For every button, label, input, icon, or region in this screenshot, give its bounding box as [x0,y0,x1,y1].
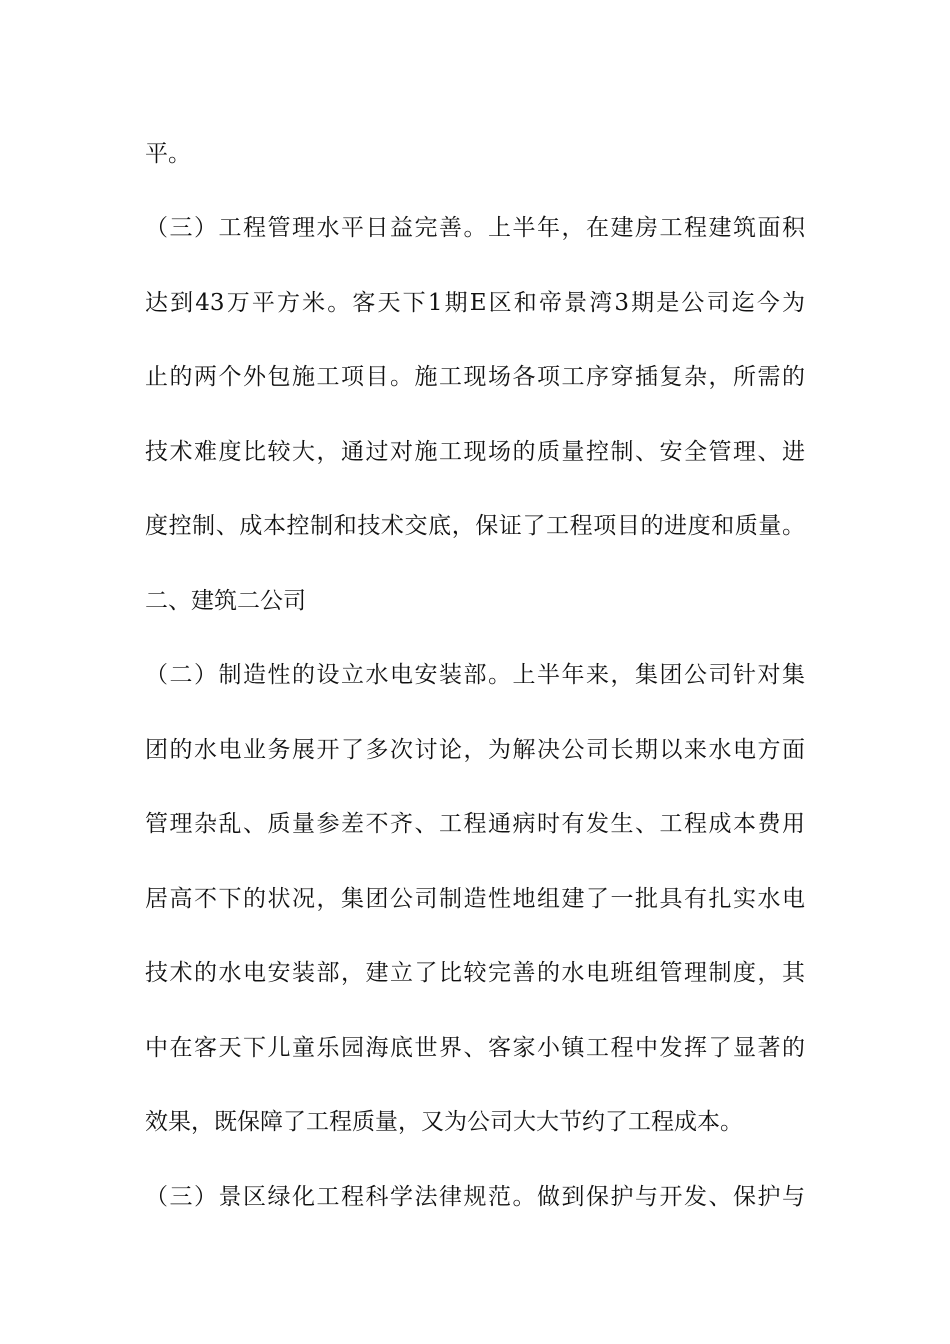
text-line: 技术的水电安装部，建立了比较完善的水电班组管理制度，其 [145,960,805,986]
text-line: 管理杂乱、质量参差不齐、工程通病时有发生、工程成本费用 [145,811,805,837]
text-line: （二）制造性的设立水电安装部。上半年来，集团公司针对集 [145,662,805,688]
text-line: 平。 [145,141,191,167]
text-line: （三）工程管理水平日益完善。上半年，在建房工程建筑面积 [145,215,805,241]
text-line: 效果，既保障了工程质量，又为公司大大节约了工程成本。 [145,1109,743,1135]
section-heading: 二、建筑二公司 [145,588,306,614]
text-line: （三）景区绿化工程科学法律规范。做到保护与开发、保护与 [145,1184,805,1210]
text-line: 居高不下的状况，集团公司制造性地组建了一批具有扎实水电 [145,886,805,912]
text-line: 止的两个外包施工项目。施工现场各项工序穿插复杂，所需的 [145,364,805,390]
text-line: 度控制、成本控制和技术交底，保证了工程项目的进度和质量。 [145,513,805,539]
text-line: 中在客天下儿童乐园海底世界、客家小镇工程中发挥了显著的 [145,1035,805,1061]
text-line: 技术难度比较大，通过对施工现场的质量控制、安全管理、进 [145,439,805,465]
text-line: 达到43万平方米。客天下1期E区和帝景湾3期是公司迄今为 [145,290,805,316]
text-line: 团的水电业务展开了多次讨论，为解决公司长期以来水电方面 [145,737,805,763]
